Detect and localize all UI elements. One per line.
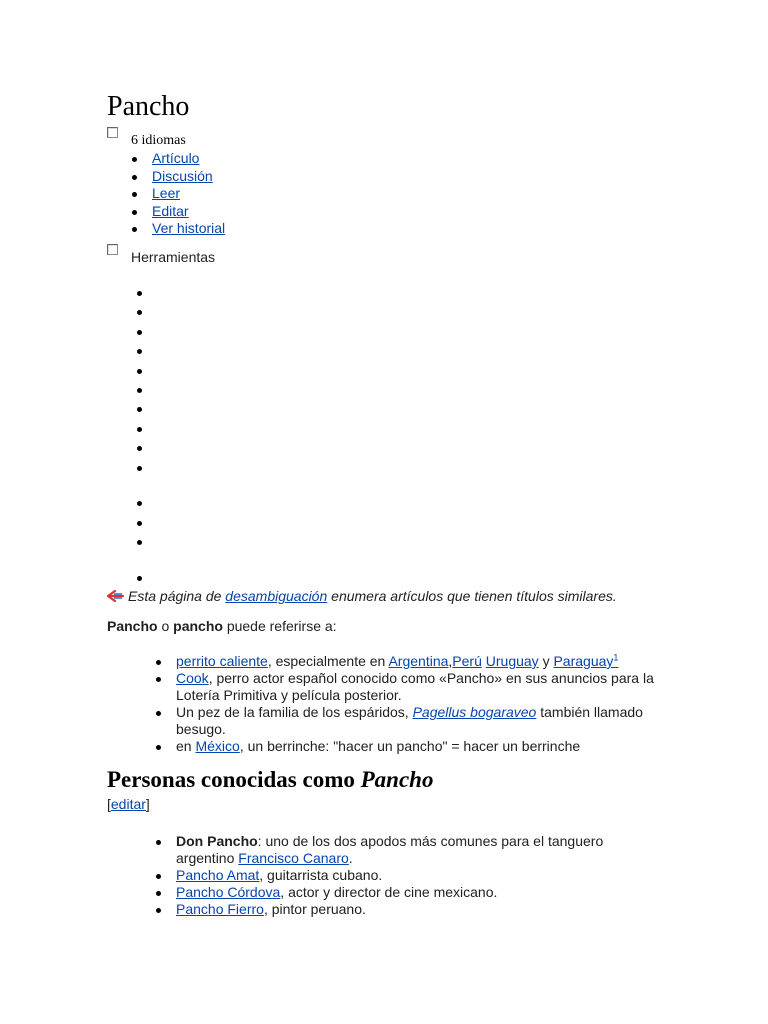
languages-checkbox-icon[interactable] xyxy=(107,127,118,138)
list-item xyxy=(156,901,656,918)
page-title: Pancho xyxy=(107,91,190,122)
tools-list-bullet xyxy=(137,369,142,374)
intro-connector: o xyxy=(161,618,170,634)
list-item-text-before: en xyxy=(176,738,196,754)
pancho-cordova-link[interactable]: Pancho Córdova xyxy=(176,884,281,900)
tools-list-bullet xyxy=(137,291,142,296)
meanings-list xyxy=(156,653,656,755)
don-pancho-label: Don Pancho xyxy=(176,833,258,849)
reference-link[interactable] xyxy=(613,653,618,669)
list-item-text: : uno de los dos apodos más comunes para el tanguero argentino xyxy=(176,833,604,866)
section-heading-text: Personas conocidas como xyxy=(107,767,355,792)
tools-list-bullet xyxy=(137,388,142,393)
pancho-fierro-link[interactable]: Pancho Fierro xyxy=(176,901,264,917)
section-heading xyxy=(107,765,433,795)
list-item xyxy=(156,833,656,867)
list-item-text-after: también llamado besugo. xyxy=(176,704,643,737)
list-item-text: , guitarrista cubano. xyxy=(259,867,383,883)
intro-term-1: Pancho xyxy=(107,618,158,634)
tab-discusion[interactable] xyxy=(130,168,225,186)
list-item-text: , perro actor español conocido como «Pancho» en sus anuncios para la Lotería Primitiva y película posterior. xyxy=(176,670,654,703)
tools-list-bullet xyxy=(137,540,142,545)
tools-list-bullet xyxy=(137,501,142,506)
list-item-text-after: , un berrinche: "hacer un pancho" = hacer un berrinche xyxy=(239,738,581,754)
uruguay-link[interactable]: Uruguay xyxy=(485,653,539,669)
list-item xyxy=(156,738,656,755)
disambiguation-hatnote xyxy=(107,588,617,605)
tools-toggle[interactable]: Herramientas xyxy=(131,249,216,265)
list-item-end: . xyxy=(348,850,353,866)
pancho-amat-link[interactable]: Pancho Amat xyxy=(176,867,260,883)
list-item: perrito caliente, especialmente en Argentina,Perú Uruguay y Paraguay$^1$ xyxy=(156,653,656,670)
tab-leer-link[interactable]: Leer xyxy=(152,185,181,202)
list-item xyxy=(156,704,656,738)
tools-list-bullet xyxy=(137,446,142,451)
section-heading-italic: Pancho xyxy=(360,767,434,792)
list-item xyxy=(156,670,656,704)
pagellus-bogaraveo-link[interactable]: Pagellus bogaraveo xyxy=(412,704,537,720)
tab-ver-historial-link[interactable]: Ver historial xyxy=(152,220,226,237)
tools-list-bullet xyxy=(137,349,142,354)
tools-list-bullet xyxy=(137,521,142,526)
tools-list-bullet xyxy=(137,407,142,412)
francisco-canaro-link[interactable]: Francisco Canaro xyxy=(238,850,349,866)
list-item xyxy=(156,884,656,901)
disambiguation-arrow-icon xyxy=(107,590,124,602)
tools-list-bullet xyxy=(137,427,142,432)
paraguay-link[interactable]: Paraguay xyxy=(553,653,614,669)
tab-ver-historial[interactable] xyxy=(130,220,225,238)
intro-paragraph xyxy=(107,618,337,635)
people-list xyxy=(156,833,656,918)
tab-editar-link[interactable]: Editar xyxy=(152,202,189,219)
tools-checkbox-icon[interactable] xyxy=(107,244,118,255)
tools-list-bullet xyxy=(137,330,142,335)
languages-toggle[interactable]: 6 idiomas xyxy=(131,133,186,148)
peru-link[interactable]: Perú xyxy=(452,653,482,669)
intro-rest: puede referirse a: xyxy=(226,618,337,634)
section-edit: [editar] xyxy=(107,796,150,812)
list-item-text-before: Un pez de la familia de los espáridos, xyxy=(176,704,413,720)
list-item-text: , actor y director de cine mexicano. xyxy=(280,884,498,900)
argentina-link[interactable]: Argentina xyxy=(388,653,449,669)
tools-list-bullet xyxy=(137,576,142,581)
tab-articulo[interactable] xyxy=(130,150,225,168)
tools-list-bullet xyxy=(137,466,142,471)
list-item xyxy=(156,867,656,884)
disambiguation-link[interactable]: desambiguación xyxy=(225,588,328,604)
tab-articulo-link[interactable]: Artículo xyxy=(152,150,200,166)
list-item-text: , pintor peruano. xyxy=(263,901,366,917)
mexico-link[interactable]: México xyxy=(195,738,240,754)
hatnote-text-after: enumera artículos que tienen títulos similares. xyxy=(331,588,617,604)
hatnote-text-before: Esta página de xyxy=(128,588,222,604)
tab-discusion-link[interactable]: Discusión xyxy=(152,167,213,184)
tab-editar[interactable] xyxy=(130,203,225,221)
reference-number: 1 xyxy=(613,652,619,663)
page-nav xyxy=(130,150,225,238)
perrito-caliente-link[interactable]: perrito caliente xyxy=(176,653,268,669)
list-item-conjunction: y xyxy=(542,653,550,669)
tab-leer[interactable] xyxy=(130,185,225,203)
edit-section-link[interactable]: editar xyxy=(110,796,146,812)
list-item-text: , especialmente en xyxy=(267,653,389,669)
tools-list-bullet xyxy=(137,310,142,315)
intro-term-2: pancho xyxy=(173,618,223,634)
cook-link[interactable]: Cook xyxy=(176,670,209,686)
